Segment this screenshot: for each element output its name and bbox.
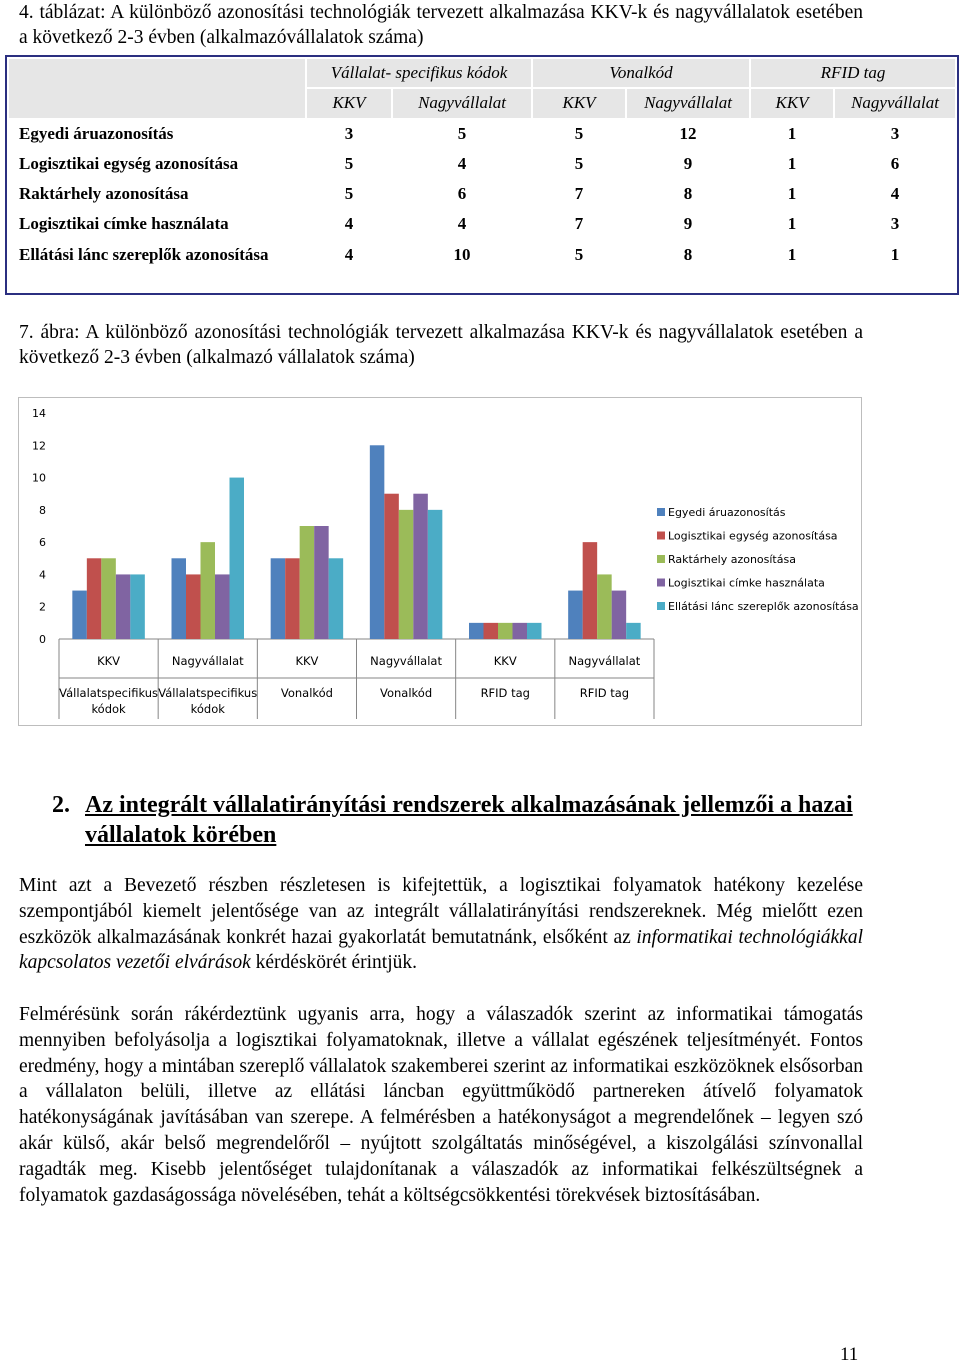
bar (72, 591, 87, 639)
table-row (8, 119, 956, 149)
x-group-label: kódok (190, 702, 225, 716)
y-tick-label: 10 (32, 471, 46, 485)
bar (384, 494, 399, 639)
y-tick-label: 12 (32, 439, 46, 453)
bar (186, 574, 201, 639)
bar (597, 574, 612, 639)
table-sub-header: KKV (532, 88, 626, 118)
bar (300, 526, 315, 639)
legend-swatch (657, 579, 665, 587)
paragraph-1-text-end: kérdéskörét érintjük. (250, 952, 418, 974)
table-cell: 1 (750, 179, 834, 209)
bar (413, 494, 428, 639)
bar-chart-svg (19, 398, 863, 727)
x-tick-label: Nagyvállalat (370, 654, 442, 668)
x-tick-label: KKV (295, 654, 319, 668)
table-sub-header: KKV (750, 88, 834, 118)
table-row-label: Logisztikai egység azonosítása (8, 149, 306, 179)
y-tick-label: 0 (39, 633, 46, 646)
bar (130, 574, 145, 639)
bar (527, 623, 542, 639)
data-table (7, 57, 957, 293)
table-cell: 4 (392, 209, 532, 239)
table-cell: 8 (626, 240, 750, 293)
bar (428, 510, 443, 639)
table-cell: 5 (306, 149, 392, 179)
section-number: 2. (52, 792, 70, 818)
x-tick-label: KKV (97, 654, 121, 668)
x-tick-label: Nagyvállalat (568, 654, 641, 668)
legend-label: Raktárhely azonosítása (668, 553, 796, 566)
legend-label: Logisztikai címke használata (668, 576, 825, 590)
bar (329, 558, 344, 639)
table-sub-header: Nagyvállalat (626, 88, 750, 118)
table-cell: 1 (750, 149, 834, 179)
table-cell: 9 (626, 209, 750, 239)
paragraph-1-text: Mint azt a Bevezető részben részletesen is kifejtettük, a logisztikai folyamatok hatékony kezelése szempontjából kiemelt jelentősége van az integrált vállalatirányítási rendszereknek. Még mielőtt ezen eszközök alkalmazásának konkrét hazai gyakorlatát bemutatnánk, elsőként az (19, 875, 863, 948)
table-sub-header: Nagyvállalat (392, 88, 532, 118)
table-group-header: Vállalat- specifikus kódok (306, 58, 532, 88)
table-cell: 5 (532, 149, 626, 179)
bar (399, 510, 414, 639)
table-cell: 4 (834, 179, 956, 209)
x-group-label: RFID tag (480, 686, 530, 700)
bar (285, 558, 300, 639)
table-sub-header: Nagyvállalat (834, 88, 956, 118)
x-group-label: RFID tag (579, 686, 630, 700)
table-cell: 1 (834, 240, 956, 293)
x-group-label: Vállalatspecifikus (158, 686, 258, 700)
table-cell: 8 (626, 179, 750, 209)
table-cell: 7 (532, 209, 626, 239)
bar (469, 623, 484, 639)
table-cell: 5 (532, 119, 626, 149)
y-tick-label: 8 (39, 503, 46, 517)
bar (568, 591, 583, 639)
table-cell: 1 (750, 240, 834, 293)
x-group-label: Vállalatspecifikus (59, 686, 159, 700)
y-tick-label: 14 (32, 407, 46, 420)
table-cell: 4 (392, 149, 532, 179)
table-row-label: Ellátási lánc szereplők azonosítása (8, 240, 306, 293)
bar (87, 558, 102, 639)
table-cell: 5 (306, 179, 392, 209)
x-group-label: Vonalkód (380, 686, 433, 700)
table-cell: 9 (626, 149, 750, 179)
paragraph-1 (19, 873, 863, 976)
figure-caption: 7. ábra: A különböző azonosítási technológiák tervezett alkalmazása KKV-k és nagyvállalatok esetében a következő 2-3 évben (alkalmazó vállalatok száma) (19, 322, 863, 368)
table-cell: 6 (392, 179, 532, 209)
table-row-label: Raktárhely azonosítása (8, 179, 306, 209)
table-cell: 4 (306, 209, 392, 239)
bar (370, 445, 385, 639)
x-group-label: Vonalkód (280, 686, 333, 700)
table-cell: 5 (392, 119, 532, 149)
legend-swatch (657, 602, 665, 610)
bar (626, 623, 641, 639)
legend-label: Logisztikai egység azonosítása (668, 529, 838, 543)
legend-swatch (657, 508, 665, 516)
table-cell: 3 (306, 119, 392, 149)
table-cell: 5 (532, 240, 626, 293)
legend-label: Egyedi áruazonosítás (668, 506, 786, 519)
table-cell: 3 (834, 209, 956, 239)
y-tick-label: 4 (39, 568, 46, 582)
table-cell: 12 (626, 119, 750, 149)
bar (484, 623, 499, 639)
bar (612, 591, 627, 639)
table-row (8, 179, 956, 209)
bar (101, 558, 116, 639)
bar (271, 558, 286, 639)
table-cell: 1 (750, 209, 834, 239)
table-sub-header: KKV (306, 88, 392, 118)
table-cell: 4 (306, 240, 392, 293)
table-row (8, 209, 956, 239)
table-row (8, 149, 956, 179)
table-cell: 7 (532, 179, 626, 209)
x-tick-label: Nagyvállalat (171, 654, 244, 668)
bar-chart (18, 397, 862, 726)
bar (583, 542, 598, 639)
legend-swatch (657, 532, 665, 540)
table-cell: 6 (834, 149, 956, 179)
table-row-label: Egyedi áruazonosítás (8, 119, 306, 149)
paragraph-1-italic: informatikai technológiákkal kapcsolatos vezetői elvárások (19, 926, 863, 974)
table-cell: 1 (750, 119, 834, 149)
y-tick-label: 6 (39, 536, 46, 550)
bar (172, 558, 187, 639)
table-group-header-row (8, 58, 956, 88)
section-title: Az integrált vállalatirányítási rendszerek alkalmazásának jellemzői a hazai vállalatok körében (85, 792, 853, 848)
table-row (8, 240, 956, 293)
bar (513, 623, 528, 639)
page-number: 11 (840, 1344, 859, 1364)
bar (116, 574, 131, 639)
table-caption: 4. táblázat: A különböző azonosítási technológiák tervezett alkalmazása KKV-k és nagyvállalatok esetében a következő 2-3 évben (alkalmazóvállalatok száma) (19, 2, 863, 48)
table-group-header: Vonalkód (532, 58, 750, 88)
table-row-label: Logisztikai címke használata (8, 209, 306, 239)
x-group-label: kódok (91, 702, 126, 716)
legend-label: Ellátási lánc szereplők azonosítása (668, 600, 859, 613)
bar (314, 526, 329, 639)
table-corner-cell (8, 58, 306, 119)
table-cell: 10 (392, 240, 532, 293)
bar (201, 542, 216, 639)
bar (498, 623, 513, 639)
bar (215, 574, 230, 639)
bar (230, 478, 245, 639)
x-tick-label: KKV (493, 654, 517, 668)
table-cell: 3 (834, 119, 956, 149)
paragraph-2: Felmérésünk során rákérdeztünk ugyanis arra, hogy a válaszadók szerint az informatikai támogatás mennyiben befolyásolja a logisztikai folyamatoknak, illetve a vállalat egészének teljesítményét. Fontos eredmény, hogy a mintában szereplő vállalatok szakemberei szerint az informatikai eszközöknek elsősorban a vállalaton belüli, illetve az ellátási láncban együttműködő partnereken átívelő folyamatok hatékonyságának javításában van szerepe. A felmérésben a hatékonyságot a megrendelőnek – legyen szó akár külső, akár belső megrendelőről – nyújtott szolgáltatás minőségével, a kiszolgálási színvonallal ragadták meg. Kisebb jelentőséget tulajdonítanak a válaszadók az informatikai felkészültségnek a folyamatok gazdaságossága növelésében, tehát a költségcsökkentési törekvések biztosításában. (19, 1004, 863, 1206)
legend-swatch (657, 555, 665, 563)
y-tick-label: 2 (39, 600, 46, 614)
table-group-header: RFID tag (750, 58, 956, 88)
